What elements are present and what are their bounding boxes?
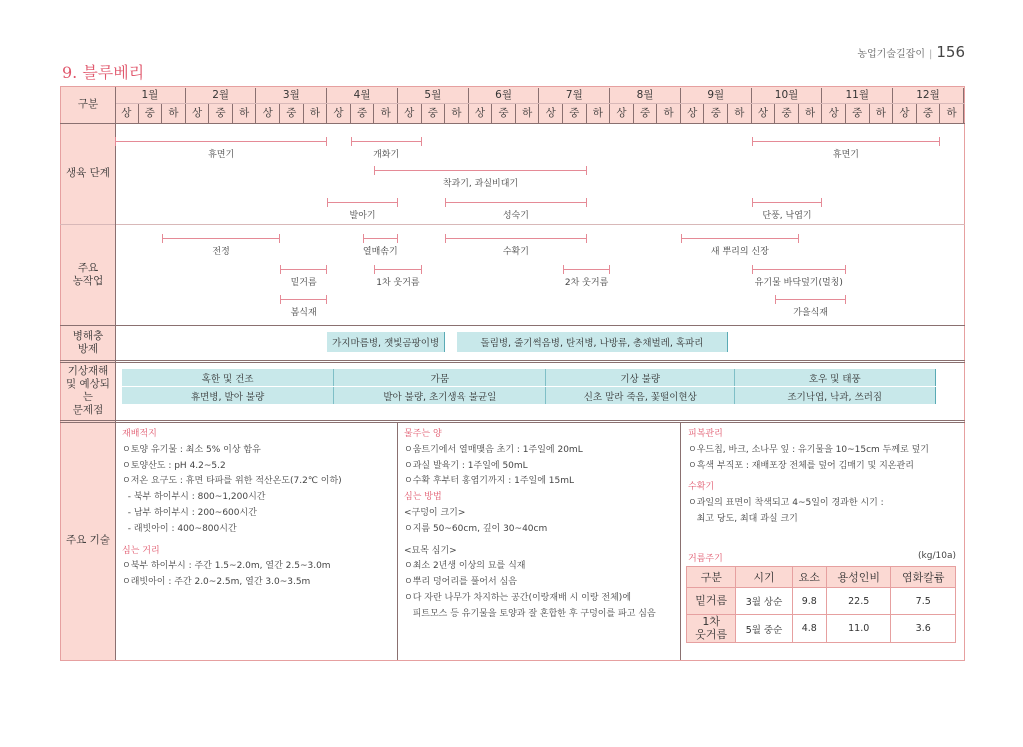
row-label-disaster-line1: 기상재해: [67, 364, 109, 377]
timeline-bar: [280, 269, 327, 270]
fertilizer-header: 요소: [792, 567, 826, 588]
timeline-bar: [374, 269, 421, 270]
dekad-label: 중: [492, 104, 516, 123]
month-label: 5월: [398, 88, 469, 103]
timeline-label: 전정: [212, 247, 230, 257]
month-label: 1월: [115, 88, 186, 103]
tech-line: ㅇ뿌리 덩어리를 풀어서 심음: [404, 577, 517, 588]
tech-heading: 물주는 양: [404, 429, 442, 439]
dekad-label: 중: [139, 104, 163, 123]
divider: [60, 123, 965, 124]
row-label-disaster-line3: 문제점: [72, 404, 104, 417]
dekad-label: 상: [893, 104, 917, 123]
header-separator: |: [928, 49, 933, 60]
dekad-label: 중: [280, 104, 304, 123]
dekad-label: 중: [705, 104, 729, 123]
dekad-label: 하: [728, 104, 752, 123]
dekad-label: 중: [634, 104, 658, 123]
timeline-bar: [445, 202, 586, 203]
fertilizer-cell: 1차 웃거름: [687, 615, 736, 643]
dekad-label: 상: [822, 104, 846, 123]
fertilizer-cell: 3월 상순: [736, 588, 792, 615]
timeline-label: 가을식재: [793, 308, 828, 318]
tech-line: ㅇ다 자란 나무가 차지하는 공간(이랑재배 시 이랑 전체)에: [404, 592, 632, 603]
fertilizer-cell: 3.6: [891, 615, 956, 643]
timeline-label: 개화기: [373, 150, 400, 160]
fertilizer-header-row: [687, 567, 956, 588]
row-label-disaster-line2: 및 예상되는: [66, 377, 110, 403]
tech-line: ㅇ과실 발육기 : 1주일에 50mL: [404, 460, 528, 471]
dekad-label: 중: [846, 104, 870, 123]
timeline-bar: [115, 141, 327, 142]
timeline-label: 발아기: [349, 211, 376, 221]
tech-line: ㅇ토양산도 : pH 4.2~5.2: [122, 460, 226, 471]
dekad-label: 하: [162, 104, 186, 123]
timeline-label: 새 뿌리의 신장: [710, 247, 769, 257]
divider: [60, 422, 965, 423]
dekad-label: 하: [799, 104, 823, 123]
fertilizer-table: [686, 566, 956, 643]
month-label: 4월: [327, 88, 398, 103]
disaster-box: 발아 불량, 초기생육 불균일: [334, 387, 546, 404]
disaster-box: 호우 및 태풍: [735, 369, 935, 386]
divider: [60, 224, 965, 225]
timeline-label: 휴면기: [208, 150, 235, 160]
timeline-label: 1차 웃거름: [376, 278, 420, 288]
row-label-pest-line1: 병해충: [72, 329, 104, 342]
section-title: 9. 블루베리: [62, 63, 145, 82]
tech-column-mulch: [688, 427, 960, 528]
tech-line: - 남부 하이부시 : 200~600시간: [122, 507, 257, 518]
label-column-divider: [115, 87, 116, 660]
tech-line: ㅇ우드칩, 바크, 소나무 잎 : 유기물을 10~15cm 두께로 덮기: [688, 444, 929, 455]
dekad-label: 상: [186, 104, 210, 123]
timeline-label: 수확기: [502, 247, 529, 257]
month-label: 11월: [822, 88, 893, 103]
disaster-box: 가뭄: [334, 369, 546, 386]
fertilizer-header: 용성인비: [826, 567, 891, 588]
timeline-bar: [775, 299, 846, 300]
page-header: [825, 42, 965, 62]
timeline-label: 휴면기: [832, 150, 860, 160]
dekad-label: 중: [563, 104, 587, 123]
row-label-work: [61, 225, 115, 325]
dekad-label: 하: [374, 104, 398, 123]
dekad-label: 중: [422, 104, 446, 123]
tech-line: ㅇ움트기에서 열매맺음 초기 : 1주일에 20mL: [404, 444, 583, 455]
fertilizer-header: 시기: [736, 567, 792, 588]
tech-line: ㅇ과일의 표면이 착색되고 4~5일이 경과한 시기 :: [688, 498, 884, 509]
divider: [115, 103, 965, 104]
timeline-bar: [752, 141, 941, 142]
timeline-bar: [563, 269, 610, 270]
timeline-bar: [374, 170, 586, 171]
tech-line: ㅇ지름 50~60cm, 깊이 30~40cm: [404, 523, 548, 534]
month-label: 12월: [893, 88, 964, 103]
tech-line: ㅇ래빗아이 : 주간 2.0~2.5m, 열간 3.0~3.5m: [122, 577, 311, 588]
timeline-label: 2차 웃거름: [564, 278, 609, 288]
fertilizer-cell: 7.5: [891, 588, 956, 615]
month-label: 6월: [469, 88, 540, 103]
row-label-work-line1: 주요: [77, 261, 99, 274]
tech-heading: 수확기: [688, 482, 715, 493]
disaster-box: 휴면병, 발아 불량: [122, 387, 334, 404]
row-label-growth: 생육 단계: [66, 167, 110, 180]
tech-column-soil: [122, 427, 392, 591]
tech-column-water: [404, 427, 676, 623]
fertilizer-cell: 밑거름: [687, 588, 736, 615]
fertilizer-cell: 4.8: [792, 615, 826, 643]
fertilizer-title: 거름주기: [688, 554, 723, 564]
month-label: 8월: [610, 88, 681, 103]
row-label-disaster: [61, 362, 115, 420]
dekad-label: 상: [115, 104, 139, 123]
tech-heading: 심는 거리: [122, 545, 160, 556]
dekad-label: 상: [752, 104, 776, 123]
tech-line: <묘목 심기>: [404, 545, 457, 556]
month-label: 10월: [752, 88, 823, 103]
dekad-label: 상: [469, 104, 493, 123]
fertilizer-cell: 9.8: [792, 588, 826, 615]
dekad-label: 상: [327, 104, 351, 123]
divider: [60, 420, 965, 421]
divider: [60, 325, 965, 326]
pest-box: 돌림병, 줄기썩음병, 탄저병, 나방류, 총채벌레, 혹파리: [457, 332, 728, 352]
row-label-work-line2: 농작업: [72, 275, 104, 287]
dekad-label: 중: [209, 104, 233, 123]
dekad-label: 상: [681, 104, 705, 123]
fertilizer-header: 구분: [687, 567, 736, 588]
dekad-label: 중: [351, 104, 375, 123]
month-label: 2월: [186, 88, 257, 103]
tech-line: <구덩이 크기>: [404, 507, 466, 518]
dekad-label: 하: [304, 104, 328, 123]
month-label: 3월: [256, 88, 327, 103]
disaster-box: 혹한 및 건조: [122, 369, 334, 386]
tech-line: ㅇ최소 2년생 이상의 묘를 식재: [404, 561, 526, 572]
divider: [60, 360, 965, 361]
table-row: [687, 615, 956, 643]
dekad-label: 하: [516, 104, 540, 123]
row-label-tech: 주요 기술: [66, 534, 110, 547]
tech-col-divider: [397, 422, 398, 660]
tech-heading: 재배적지: [122, 429, 157, 439]
row-label-pest: [61, 326, 115, 360]
tech-heading: 피복관리: [688, 429, 723, 439]
timeline-bar: [445, 238, 586, 239]
timeline-bar: [752, 202, 823, 203]
timeline-bar: [162, 238, 280, 239]
dekad-label: 하: [870, 104, 894, 123]
tech-line: ㅇ북부 하이부시 : 주간 1.5~2.0m, 열간 2.5~3.0m: [122, 561, 331, 572]
timeline-bar: [363, 238, 398, 239]
dekad-label: 상: [610, 104, 634, 123]
tech-line: - 북부 하이부시 : 800~1,200시간: [122, 492, 266, 503]
row-label-pest-line2: 방제: [77, 343, 99, 355]
fertilizer-header: 염화칼륨: [891, 567, 956, 588]
tech-line: 최고 당도, 최대 과실 크기: [688, 513, 798, 524]
dekad-label: 하: [587, 104, 611, 123]
fertilizer-cell: 22.5: [826, 588, 891, 615]
tech-line: ㅇ토양 유기물 : 최소 5% 이상 함유: [122, 444, 261, 455]
month-label: 9월: [681, 88, 752, 103]
timeline-label: 밑거름: [290, 278, 317, 288]
timeline-bar: [351, 141, 422, 142]
table-row: [687, 588, 956, 615]
timeline-bar: [681, 238, 799, 239]
timeline-label: 단풍, 낙엽기: [762, 211, 812, 221]
col-header-label: 구분: [77, 98, 99, 111]
timeline-bar: [327, 202, 398, 203]
timeline-label: 성숙기: [502, 211, 529, 221]
dekad-label: 하: [445, 104, 469, 123]
dekad-label: 상: [539, 104, 563, 123]
dekad-label: 상: [256, 104, 280, 123]
book-title: 농업기술길잡이: [857, 49, 925, 60]
disaster-box: 조기낙엽, 낙과, 쓰러짐: [735, 387, 935, 404]
page-number: 156: [936, 43, 965, 61]
timeline-label: 열매솎기: [362, 247, 398, 257]
dekad-label: 상: [398, 104, 422, 123]
dekad-label: 중: [917, 104, 941, 123]
disaster-box: 신초 말라 죽음, 꽃떨이현상: [546, 387, 735, 404]
tech-line: ㅇ저온 요구도 : 휴면 타파를 위한 적산온도(7.2℃ 이하): [122, 476, 342, 487]
dekad-label: 하: [940, 104, 964, 123]
fertilizer-unit: (kg/10a): [918, 551, 956, 561]
tech-line: ㅇ흑색 부직포 : 재배포장 전체를 덮어 김매기 및 지온관리: [688, 460, 914, 471]
disaster-box: 기상 불량: [546, 369, 735, 386]
timeline-label: 봄식재: [290, 308, 317, 318]
timeline-label: 유기물 바닥덮기(멀칭): [754, 278, 843, 288]
timeline-label: 착과기, 과실비대기: [442, 179, 519, 189]
divider: [60, 362, 965, 363]
tech-heading: 심는 방법: [404, 492, 442, 503]
tech-line: - 래빗아이 : 400~800시간: [122, 523, 237, 534]
pest-box: 가지마름병, 잿빛곰팡이병: [327, 332, 445, 352]
timeline-bar: [280, 299, 327, 300]
month-label: 7월: [539, 88, 610, 103]
dekad-label: 하: [657, 104, 681, 123]
timeline-bar: [752, 269, 846, 270]
fertilizer-cell: 5월 중순: [736, 615, 792, 643]
dekad-label: 중: [775, 104, 799, 123]
tech-col-divider: [680, 422, 681, 660]
tech-line: ㅇ수확 후부터 홍엽기까지 : 1주일에 15mL: [404, 476, 575, 487]
dekad-label: 하: [233, 104, 257, 123]
tech-line: 피트모스 등 유기물을 토양과 잘 혼합한 후 구덩이를 파고 심음: [404, 608, 656, 619]
fertilizer-cell: 11.0: [826, 615, 891, 643]
